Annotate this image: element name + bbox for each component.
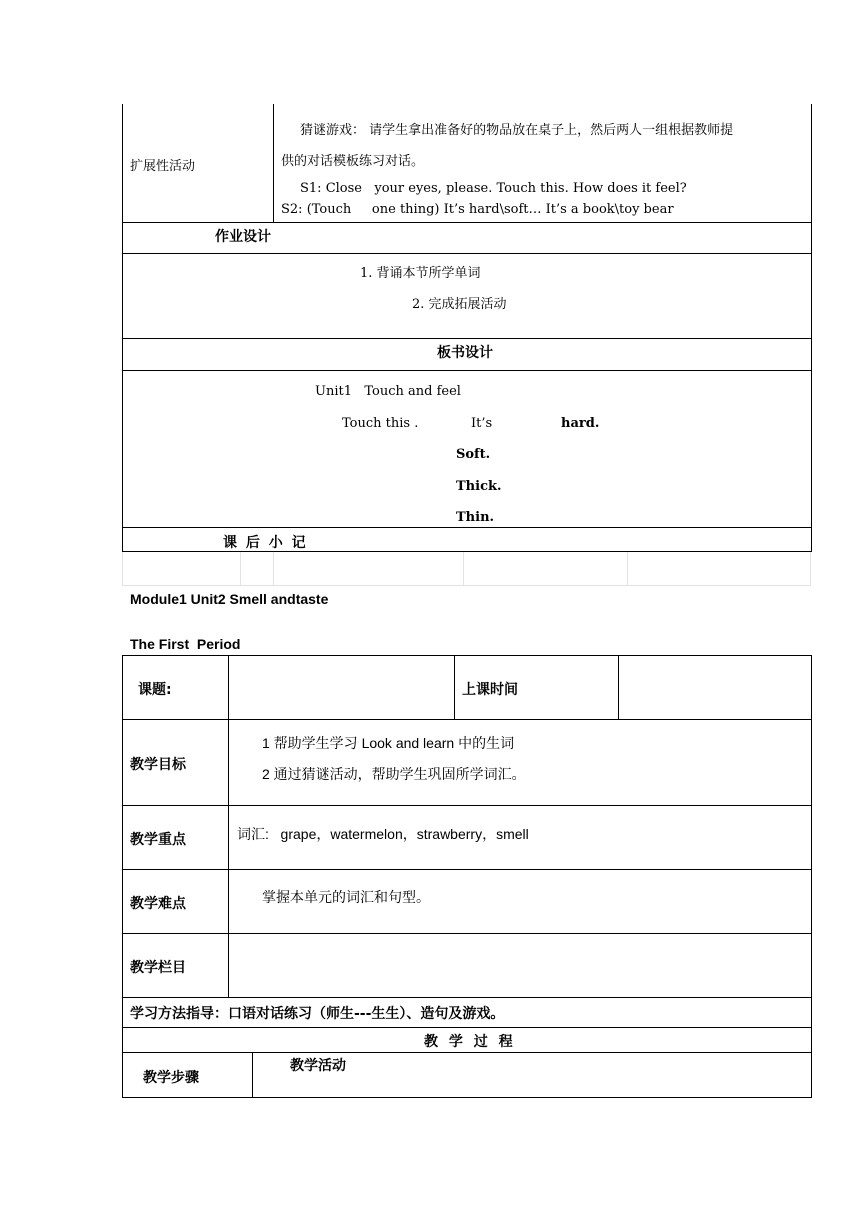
cell-divider xyxy=(273,104,274,222)
row-divider xyxy=(122,222,812,223)
board-line: Thick. xyxy=(456,479,502,494)
extension-text: 供的对话模板练习对话。 xyxy=(281,154,425,169)
method-guidance: 学习方法指导：口语对话练习（师生---生生）、造句及游戏。 xyxy=(130,1006,505,1022)
board-line: It’s xyxy=(471,416,493,431)
board-line: Touch this . xyxy=(342,416,419,431)
row-divider xyxy=(122,253,812,254)
col-divider xyxy=(252,1052,253,1097)
homework-item: 2. 完成拓展活动 xyxy=(412,297,507,312)
empty-cell-divider xyxy=(273,552,274,586)
board-line: Thin. xyxy=(456,510,495,525)
homework-item: 1. 背诵本节所学单词 xyxy=(360,266,481,281)
row-divider xyxy=(122,933,812,934)
objective-item: 1 帮助学生学习 Look and learn 中的生词 xyxy=(262,735,515,751)
extension-label: 扩展性活动 xyxy=(130,159,196,174)
steps-label: 教学步骤 xyxy=(143,1070,199,1086)
row-divider xyxy=(122,869,812,870)
homework-header: 作业设计 xyxy=(215,229,271,245)
table-border-left xyxy=(122,104,123,552)
row-divider xyxy=(122,527,812,528)
column-label: 教学栏目 xyxy=(130,960,186,976)
table-border-right xyxy=(811,104,812,552)
row-divider xyxy=(122,997,812,998)
empty-row-frame xyxy=(122,552,811,586)
process-header: 教 学 过 程 xyxy=(424,1034,516,1050)
objective-label: 教学目标 xyxy=(130,757,186,773)
row-divider xyxy=(122,805,812,806)
board-line: hard. xyxy=(561,416,600,431)
row-divider xyxy=(122,1027,812,1028)
row-divider xyxy=(122,719,812,720)
row-divider xyxy=(122,370,812,371)
activity-label: 教学活动 xyxy=(290,1058,346,1074)
table-border-left xyxy=(122,655,123,1098)
key-point-label: 教学重点 xyxy=(130,832,186,848)
notes-header: 课 后 小 记 xyxy=(223,535,308,551)
row-divider xyxy=(122,338,812,339)
section-title: Module1 Unit2 Smell andtaste xyxy=(130,591,329,607)
empty-cell-divider xyxy=(463,552,464,586)
period-title: The First Period xyxy=(130,636,241,652)
table-border-right xyxy=(811,655,812,1098)
board-line: Unit1 Touch and feel xyxy=(315,384,461,399)
topic-label: 课题: xyxy=(138,682,172,698)
board-line: Soft. xyxy=(456,447,491,462)
board-header: 板书设计 xyxy=(437,345,493,361)
table-border-bottom xyxy=(122,1097,812,1098)
table-border-top xyxy=(122,655,812,656)
dialogue-line: S2: (Touch one thing) It’s hard\soft… It’s a book\toy bear xyxy=(281,202,674,217)
objective-item: 2 通过猜谜活动，帮助学生巩固所学词汇。 xyxy=(262,766,526,782)
key-point-text: 词汇: grape，watermelon，strawberry，smell xyxy=(237,826,529,842)
row-divider xyxy=(122,1052,812,1053)
extension-text: 猜谜游戏： 请学生拿出准备好的物品放在桌子上，然后两人一组根据教师提 xyxy=(300,123,734,138)
col-divider xyxy=(454,655,455,719)
class-time-label: 上课时间 xyxy=(462,682,518,698)
empty-cell-divider xyxy=(240,552,241,586)
empty-cell-divider xyxy=(627,552,628,586)
difficulty-label: 教学难点 xyxy=(130,896,186,912)
dialogue-line: S1: Close your eyes, please. Touch this. How does it feel? xyxy=(300,181,687,196)
col-divider xyxy=(228,655,229,997)
col-divider xyxy=(618,655,619,719)
difficulty-text: 掌握本单元的词汇和句型。 xyxy=(262,890,430,906)
